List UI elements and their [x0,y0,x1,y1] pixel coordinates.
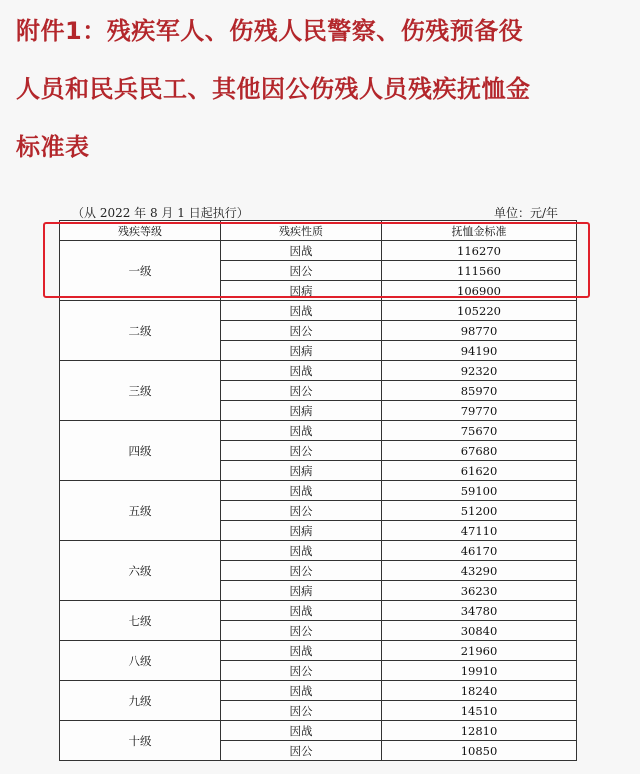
nature-cell: 因战 [221,681,382,701]
table-row [60,721,577,741]
amount-cell: 43290 [382,561,577,581]
level-cell: 九级 [60,681,221,721]
document-title [16,2,631,176]
amount-cell: 111560 [382,261,577,281]
amount-cell: 36230 [382,581,577,601]
table-row [60,641,577,661]
amount-cell: 94190 [382,341,577,361]
amount-cell: 67680 [382,441,577,461]
table-row [60,681,577,701]
amount-cell: 10850 [382,741,577,761]
nature-cell: 因战 [221,721,382,741]
amount-cell: 106900 [382,281,577,301]
nature-cell: 因公 [221,321,382,341]
amount-cell: 85970 [382,381,577,401]
nature-cell: 因战 [221,541,382,561]
table-row [60,361,577,381]
level-cell: 四级 [60,421,221,481]
table-row [60,421,577,441]
level-cell: 三级 [60,361,221,421]
level-cell: 八级 [60,641,221,681]
amount-cell: 21960 [382,641,577,661]
amount-cell: 51200 [382,501,577,521]
title-line-1: 附件1：残疾军人、伤残人民警察、伤残预备役 [16,17,524,45]
nature-cell: 因战 [221,421,382,441]
pension-table [59,220,577,761]
level-cell: 二级 [60,301,221,361]
nature-cell: 因公 [221,661,382,681]
level-cell: 六级 [60,541,221,601]
nature-cell: 因公 [221,561,382,581]
nature-cell: 因战 [221,241,382,261]
nature-cell: 因战 [221,601,382,621]
amount-cell: 92320 [382,361,577,381]
level-cell: 十级 [60,721,221,761]
nature-cell: 因病 [221,341,382,361]
table-row [60,481,577,501]
nature-cell: 因病 [221,521,382,541]
level-cell: 七级 [60,601,221,641]
amount-cell: 18240 [382,681,577,701]
nature-cell: 因公 [221,701,382,721]
amount-cell: 59100 [382,481,577,501]
nature-cell: 因病 [221,581,382,601]
nature-cell: 因战 [221,481,382,501]
nature-cell: 因公 [221,741,382,761]
amount-cell: 75670 [382,421,577,441]
title-line-3: 标准表 [16,133,90,161]
amount-cell: 105220 [382,301,577,321]
amount-cell: 98770 [382,321,577,341]
nature-cell: 因公 [221,441,382,461]
amount-cell: 61620 [382,461,577,481]
amount-cell: 19910 [382,661,577,681]
amount-cell: 30840 [382,621,577,641]
amount-cell: 79770 [382,401,577,421]
unit-label: 单位：元/年 [494,206,559,220]
nature-cell: 因战 [221,301,382,321]
amount-cell: 116270 [382,241,577,261]
nature-cell: 因公 [221,381,382,401]
level-cell: 一级 [60,241,221,301]
table-row [60,601,577,621]
table-body [60,241,577,761]
nature-cell: 因病 [221,281,382,301]
amount-cell: 46170 [382,541,577,561]
amount-cell: 12810 [382,721,577,741]
nature-cell: 因病 [221,401,382,421]
table-row [60,541,577,561]
amount-cell: 14510 [382,701,577,721]
nature-cell: 因战 [221,641,382,661]
nature-cell: 因公 [221,261,382,281]
amount-cell: 47110 [382,521,577,541]
header-amount: 抚恤金标准 [382,221,577,241]
highlight-box [43,222,590,298]
nature-cell: 因公 [221,621,382,641]
effective-date: （从 2022 年 8 月 1 日起执行） [72,206,249,220]
nature-cell: 因公 [221,501,382,521]
nature-cell: 因病 [221,461,382,481]
nature-cell: 因战 [221,361,382,381]
header-level: 残疾等级 [60,221,221,241]
amount-cell: 34780 [382,601,577,621]
header-nature: 残疾性质 [221,221,382,241]
table-row [60,301,577,321]
level-cell: 五级 [60,481,221,541]
title-line-2: 人员和民兵民工、其他因公伤残人员残疾抚恤金 [16,75,531,103]
